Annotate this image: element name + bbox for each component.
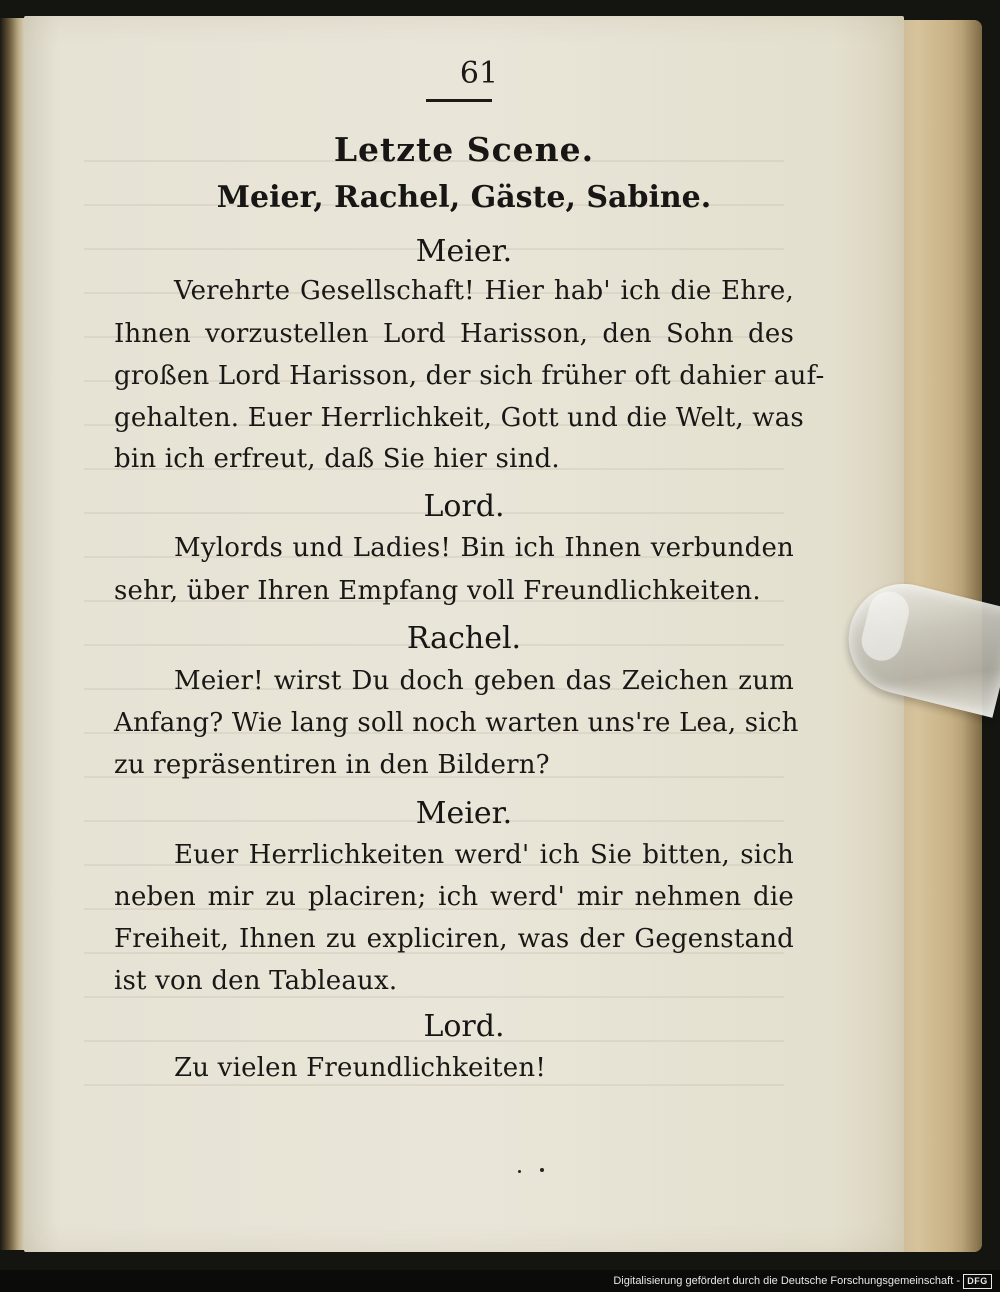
previous-page-edge <box>0 18 24 1250</box>
dialogue-line: Euer Herrlichkeiten werd' ich Sie bitten, sich <box>174 840 794 870</box>
dialogue-line: Freiheit, Ihnen zu expliciren, was der Gegenstand <box>114 924 794 954</box>
dialogue-line: gehalten. Euer Herrlichkeit, Gott und die Welt, was <box>114 403 804 433</box>
dialogue-line: ist von den Tableaux. <box>114 966 398 996</box>
dialogue-line: Zu vielen Freundlichkeiten! <box>174 1053 546 1083</box>
dialogue-line: großen Lord Harisson, der sich früher oft dahier auf- <box>114 361 825 391</box>
speaker-name: Lord. <box>423 489 505 524</box>
dialogue-line: Meier! wirst Du doch geben das Zeichen zum <box>174 666 794 696</box>
page-number: 61 <box>459 56 499 91</box>
dialogue-line: Mylords und Ladies! Bin ich Ihnen verbunden <box>174 533 794 563</box>
dialogue-line: zu repräsentiren in den Bildern? <box>114 750 550 780</box>
digitization-credit: Digitalisierung gefördert durch die Deutsche Forschungsgemeinschaft - <box>613 1275 960 1287</box>
dialogue-line: Anfang? Wie lang soll noch warten uns're Lea, sich <box>114 708 799 738</box>
speaker-name: Rachel. <box>406 621 522 656</box>
speaker-name: Meier. <box>415 796 513 831</box>
speaker-name: Lord. <box>423 1009 505 1044</box>
dialogue-line: Verehrte Gesellschaft! Hier hab' ich die Ehre, <box>174 276 794 306</box>
dialogue-line: neben mir zu placiren; ich werd' mir nehmen die <box>114 882 794 912</box>
dialogue-line: Ihnen vorzustellen Lord Harisson, den Sohn des <box>114 319 794 349</box>
dialogue-line: bin ich erfreut, daß Sie hier sind. <box>114 444 560 474</box>
scene-title: Letzte Scene. <box>333 130 595 169</box>
dialogue-line: sehr, über Ihren Empfang voll Freundlichkeiten. <box>114 576 761 606</box>
speaker-name: Meier. <box>415 234 513 269</box>
character-list: Meier, Rachel, Gäste, Sabine. <box>216 180 712 215</box>
dfg-logo: DFG <box>963 1274 992 1289</box>
book-page <box>24 16 904 1252</box>
page-number-rule <box>426 99 492 102</box>
ink-specks <box>518 1166 578 1176</box>
